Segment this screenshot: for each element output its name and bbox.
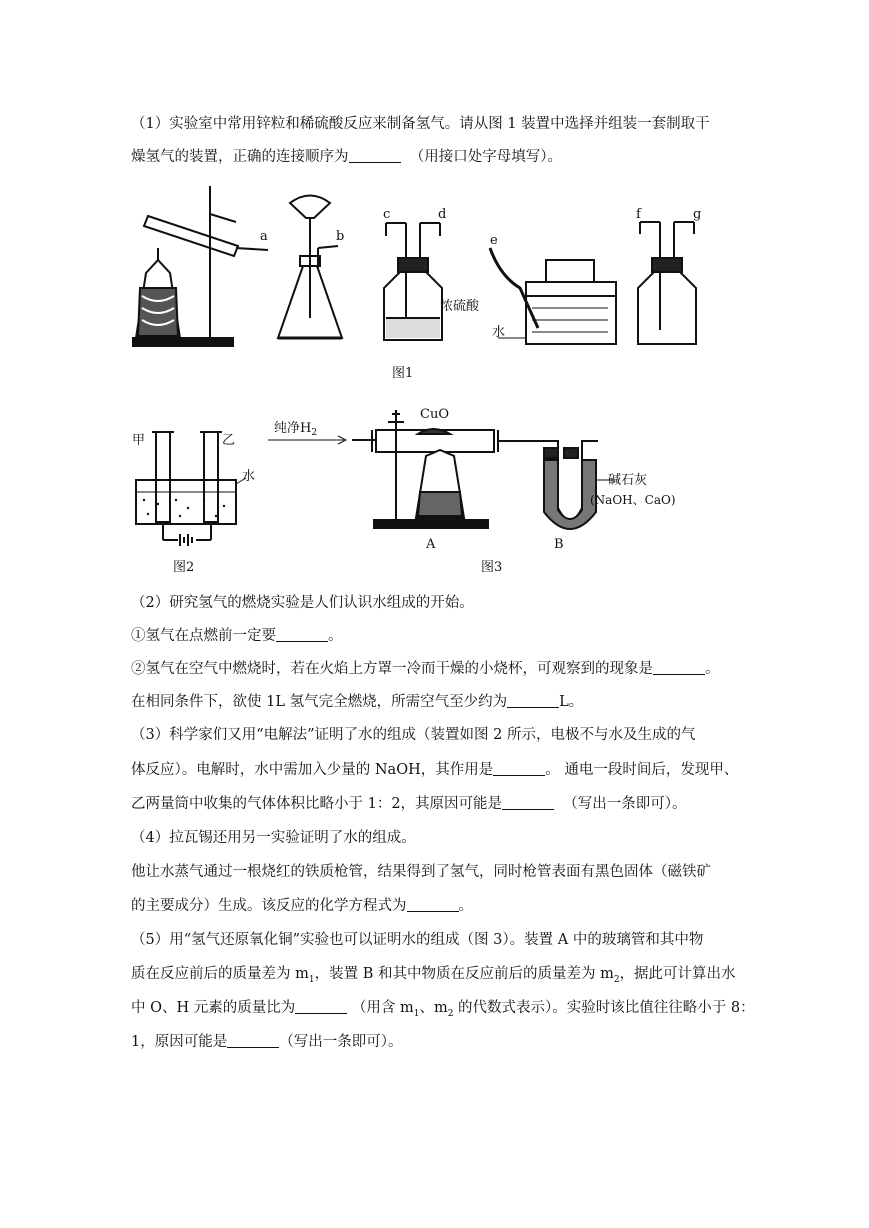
device-a-label: A bbox=[426, 537, 436, 552]
conc-sulfuric-acid-label: 浓硫酸 bbox=[440, 299, 480, 314]
q2-s1 bbox=[131, 626, 343, 646]
q3-line2-end: 。 通电一段时间后，发现甲、 bbox=[545, 762, 739, 778]
q5-line2-c: ，据此可计算出水 bbox=[619, 966, 736, 982]
q5-line4 bbox=[131, 1032, 402, 1052]
label-b: b bbox=[336, 229, 345, 244]
answer-blank bbox=[349, 148, 401, 163]
cylinder-jia-label: 甲 bbox=[132, 433, 146, 448]
q1-line2-text: 燥氢气的装置，正确的连接顺序为 bbox=[131, 149, 349, 165]
q1-line2-note: （用接口处字母填写）。 bbox=[409, 149, 562, 165]
q2-s3-end: L。 bbox=[559, 694, 584, 710]
q3-line3-end: （写出一条即可）。 bbox=[563, 796, 687, 812]
label-f: f bbox=[636, 207, 641, 222]
q5-line2-sub1: 1 bbox=[308, 974, 315, 985]
water-label: 水 bbox=[492, 325, 506, 340]
q5-line3-sub1: 1 bbox=[413, 1008, 420, 1019]
q4-line2-text: 的主要成分）生成。该反应的化学方程式为 bbox=[131, 898, 407, 914]
figure3-reduction bbox=[268, 400, 688, 555]
answer-blank bbox=[493, 761, 545, 776]
q3-line2-text: 体反应）。电解时，水中需加入少量的 NaOH，其作用是 bbox=[131, 762, 494, 778]
q3-line3-text: 乙两量筒中收集的气体体积比略小于 1：2，其原因可能是 bbox=[131, 796, 503, 812]
cuo-label: CuO bbox=[420, 407, 449, 422]
answer-blank bbox=[507, 693, 559, 708]
q4-line2 bbox=[131, 896, 473, 916]
answer-blank bbox=[276, 627, 328, 642]
q5-line1: （5）用“氢气还原氧化铜”实验也可以证明水的组成（图 3）。装置 A 中的玻璃管和其中物 bbox=[131, 932, 704, 948]
water-collection bbox=[490, 248, 616, 344]
answer-blank bbox=[227, 1033, 279, 1048]
q2-s1-text: ①氢气在点燃前一定要 bbox=[131, 628, 276, 644]
label-c: c bbox=[383, 207, 391, 222]
q5-line2-sub2: 2 bbox=[613, 974, 620, 985]
q2-s2-end: 。 bbox=[705, 661, 720, 677]
gas-label: 纯净$H_2$ bbox=[274, 421, 318, 438]
q3-line1: （3）科学家们又用“电解法”证明了水的组成（装置如图 2 所示，电极不与水及生成的气 bbox=[131, 727, 696, 743]
figure2-electrolysis bbox=[128, 422, 258, 562]
label-a: a bbox=[260, 229, 268, 244]
figure2-caption: 图2 bbox=[173, 560, 195, 575]
answer-blank bbox=[295, 999, 347, 1014]
soda-lime-label: 碱石灰 bbox=[608, 473, 648, 488]
cylinder-yi-label: 乙 bbox=[222, 433, 236, 448]
q3-line3 bbox=[131, 794, 687, 814]
q5-line3-a: 中 O、H 元素的质量比为 bbox=[131, 1000, 296, 1016]
q5-line3 bbox=[131, 998, 755, 1024]
q1-line1: （1）实验室中常用锌粒和稀硫酸反应来制备氢气。请从图 1 装置中选择并组装一套制取干 bbox=[131, 116, 710, 132]
q5-line2 bbox=[131, 964, 736, 990]
q2-s2 bbox=[131, 659, 720, 679]
q5-line2-a: 质在反应前后的质量差为 m bbox=[131, 966, 309, 982]
device-b-label: B bbox=[554, 537, 564, 552]
answer-blank bbox=[407, 897, 459, 912]
q3-line2 bbox=[131, 760, 738, 780]
flask-apparatus bbox=[278, 196, 345, 339]
q4-intro: （4）拉瓦锡还用另一实验证明了水的组成。 bbox=[131, 830, 416, 846]
empty-bottle bbox=[638, 222, 696, 344]
label-g: g bbox=[693, 207, 702, 222]
q2-s3-text: 在相同条件下，欲使 1L 氢气完全燃烧，所需空气至少约为 bbox=[131, 694, 508, 710]
label-d: d bbox=[438, 207, 447, 222]
fig2-water-label: 水 bbox=[242, 469, 256, 484]
soda-lime-formula: (NaOH、CaO) bbox=[590, 493, 676, 507]
washing-bottle bbox=[384, 223, 442, 340]
q2-s3 bbox=[131, 692, 583, 712]
q4-line1: 他让水蒸气通过一根烧红的铁质枪管，结果得到了氢气，同时枪管表面有黑色固体（磁铁矿 bbox=[131, 864, 711, 880]
q5-line3-c: 、m bbox=[419, 1000, 448, 1016]
answer-blank bbox=[502, 795, 554, 810]
q4-line2-end: 。 bbox=[458, 898, 473, 914]
label-e: e bbox=[490, 233, 498, 248]
q5-line3-d: 的代数式表示）。实验时该比值往往略小于 8： bbox=[453, 1000, 755, 1016]
answer-blank bbox=[653, 660, 705, 675]
q1-line2 bbox=[131, 147, 562, 167]
heating-apparatus bbox=[133, 186, 268, 346]
figure1-apparatus bbox=[128, 178, 728, 388]
q5-line4-end: （写出一条即可）。 bbox=[279, 1034, 403, 1050]
q2-s2-text: ②氢气在空气中燃烧时，若在火焰上方罩一冷而干燥的小烧杯，可观察到的现象是 bbox=[131, 661, 653, 677]
q2-intro: （2）研究氢气的燃烧实验是人们认识水组成的开始。 bbox=[131, 595, 474, 611]
figure1-caption: 图1 bbox=[392, 366, 414, 381]
q5-line3-sub2: 2 bbox=[447, 1008, 454, 1019]
figure3-caption: 图3 bbox=[481, 560, 503, 575]
q5-line4-text: 1，原因可能是 bbox=[131, 1034, 228, 1050]
q5-line2-b: ，装置 B 和其中物质在反应前后的质量差为 m bbox=[314, 966, 614, 982]
q5-line3-b: （用含 m bbox=[351, 1000, 414, 1016]
q2-s1-end: 。 bbox=[328, 628, 343, 644]
